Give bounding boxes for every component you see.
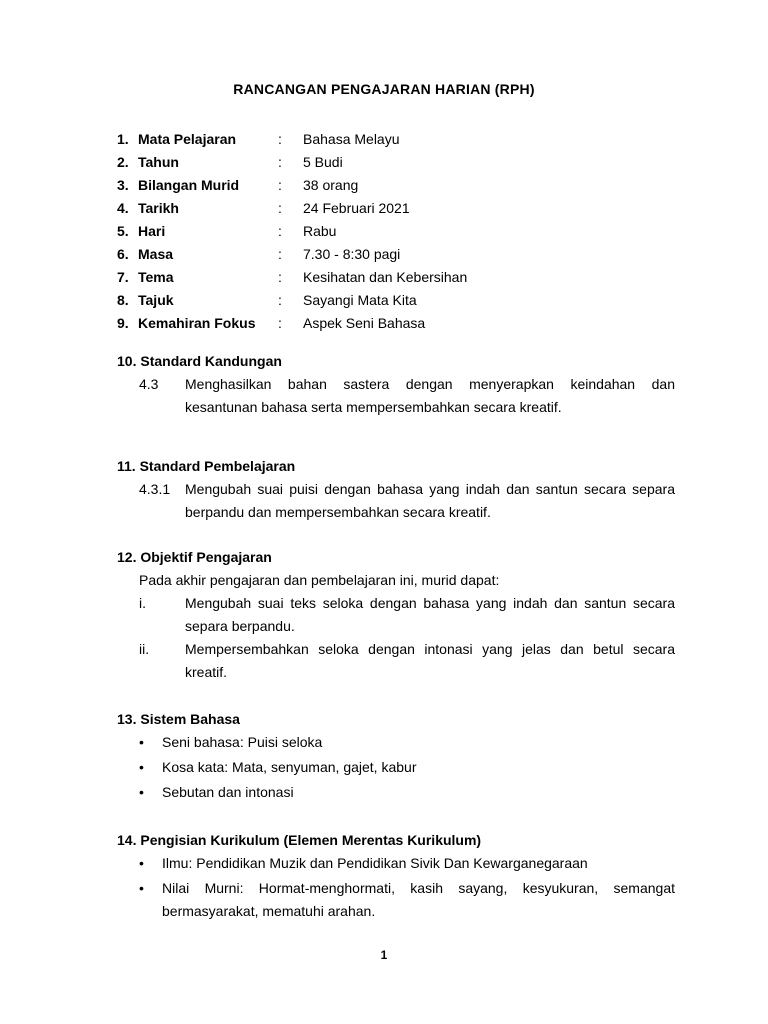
objective-item bbox=[117, 638, 675, 684]
section-heading: 14. Pengisian Kurikulum (Elemen Merentas Kurikulum) bbox=[117, 832, 482, 848]
info-colon: : bbox=[278, 154, 282, 170]
info-colon: : bbox=[278, 131, 282, 147]
objective-item bbox=[117, 592, 675, 638]
info-value: Bahasa Melayu bbox=[303, 131, 400, 147]
section-sistem-bahasa bbox=[117, 708, 675, 806]
info-row bbox=[117, 128, 467, 151]
objective-number: ii. bbox=[139, 641, 150, 657]
section-heading: 13. Sistem Bahasa bbox=[117, 711, 240, 727]
section-standard-pembelajaran bbox=[117, 455, 675, 524]
standard-number: 4.3 bbox=[139, 376, 159, 392]
objective-intro: Pada akhir pengajaran dan pembelajaran ini, murid dapat: bbox=[139, 572, 500, 588]
bullet-icon: • bbox=[139, 880, 144, 896]
info-row bbox=[117, 174, 467, 197]
bullet-item bbox=[117, 731, 675, 756]
page-number: 1 bbox=[380, 948, 388, 962]
info-row bbox=[117, 220, 467, 243]
info-value: 7.30 - 8:30 pagi bbox=[303, 246, 401, 262]
info-number: 5. bbox=[117, 223, 129, 239]
info-number: 9. bbox=[117, 315, 129, 331]
info-colon: : bbox=[278, 246, 282, 262]
info-colon: : bbox=[278, 223, 282, 239]
bullet-text: Sebutan dan intonasi bbox=[162, 784, 294, 800]
info-colon: : bbox=[278, 315, 282, 331]
info-label: Masa bbox=[138, 246, 174, 262]
bullet-icon: • bbox=[139, 855, 144, 871]
info-number: 6. bbox=[117, 246, 129, 262]
info-label: Tahun bbox=[138, 154, 179, 170]
info-value: Aspek Seni Bahasa bbox=[303, 315, 426, 331]
objective-text: Mengubah suai teks seloka dengan bahasa yang indah dan santun secara separa berpandu. bbox=[185, 595, 675, 634]
info-row bbox=[117, 312, 467, 335]
info-label: Tajuk bbox=[138, 292, 174, 308]
info-value: Kesihatan dan Kebersihan bbox=[303, 269, 468, 285]
standard-number: 4.3.1 bbox=[139, 481, 171, 497]
info-value: Rabu bbox=[303, 223, 337, 239]
objective-text: Mempersembahkan seloka dengan intonasi yang jelas dan betul secara kreatif. bbox=[185, 641, 675, 680]
objective-number: i. bbox=[139, 595, 146, 611]
info-colon: : bbox=[278, 177, 282, 193]
section-pengisian-kurikulum bbox=[117, 829, 675, 923]
section-heading: 10. Standard Kandungan bbox=[117, 353, 282, 369]
info-row bbox=[117, 197, 467, 220]
info-row bbox=[117, 243, 467, 266]
info-label: Tarikh bbox=[138, 200, 179, 216]
section-heading: 12. Objektif Pengajaran bbox=[117, 549, 272, 565]
bullet-item bbox=[117, 781, 675, 806]
standard-item bbox=[117, 478, 675, 524]
section-standard-kandungan bbox=[117, 350, 675, 419]
info-row bbox=[117, 289, 467, 312]
bullet-text: Nilai Murni: Hormat-menghormati, kasih sayang, kesyukuran, semangat bermasyarakat, mematuhi arahan. bbox=[162, 880, 675, 919]
bullet-text: Seni bahasa: Puisi seloka bbox=[162, 734, 323, 750]
info-row bbox=[117, 266, 467, 289]
section-heading: 11. Standard Pembelajaran bbox=[117, 458, 296, 474]
info-label: Tema bbox=[138, 269, 174, 285]
bullet-icon: • bbox=[139, 784, 144, 800]
bullet-text: Ilmu: Pendidikan Muzik dan Pendidikan Sivik Dan Kewarganegaraan bbox=[162, 855, 588, 871]
bullet-text: Kosa kata: Mata, senyuman, gajet, kabur bbox=[162, 759, 417, 775]
info-number: 8. bbox=[117, 292, 129, 308]
bullet-icon: • bbox=[139, 734, 144, 750]
info-label: Bilangan Murid bbox=[138, 177, 240, 193]
bullet-item bbox=[117, 852, 675, 877]
info-label: Mata Pelajaran bbox=[138, 131, 237, 147]
info-value: Sayangi Mata Kita bbox=[303, 292, 417, 308]
bullet-item bbox=[117, 756, 675, 781]
standard-item bbox=[117, 373, 675, 419]
info-label: Kemahiran Fokus bbox=[138, 315, 256, 331]
info-colon: : bbox=[278, 269, 282, 285]
bullet-icon: • bbox=[139, 759, 144, 775]
standard-text: Menghasilkan bahan sastera dengan menyerapkan keindahan dan kesantunan bahasa serta mempersembahkan secara kreatif. bbox=[185, 376, 675, 415]
standard-text: Mengubah suai puisi dengan bahasa yang indah dan santun secara separa berpandu dan mempersembahkan secara kreatif. bbox=[185, 481, 675, 520]
info-number: 2. bbox=[117, 154, 129, 170]
info-number: 1. bbox=[117, 131, 129, 147]
info-value: 24 Februari 2021 bbox=[303, 200, 410, 216]
info-number: 7. bbox=[117, 269, 129, 285]
info-value: 5 Budi bbox=[303, 154, 343, 170]
info-label: Hari bbox=[138, 223, 166, 239]
info-list bbox=[117, 128, 467, 335]
bullet-item bbox=[117, 877, 675, 923]
page-title: RANCANGAN PENGAJARAN HARIAN (RPH) bbox=[233, 81, 535, 97]
info-number: 4. bbox=[117, 200, 129, 216]
info-colon: : bbox=[278, 292, 282, 308]
info-colon: : bbox=[278, 200, 282, 216]
info-number: 3. bbox=[117, 177, 129, 193]
info-value: 38 orang bbox=[303, 177, 359, 193]
section-objektif bbox=[117, 546, 675, 684]
info-row bbox=[117, 151, 467, 174]
